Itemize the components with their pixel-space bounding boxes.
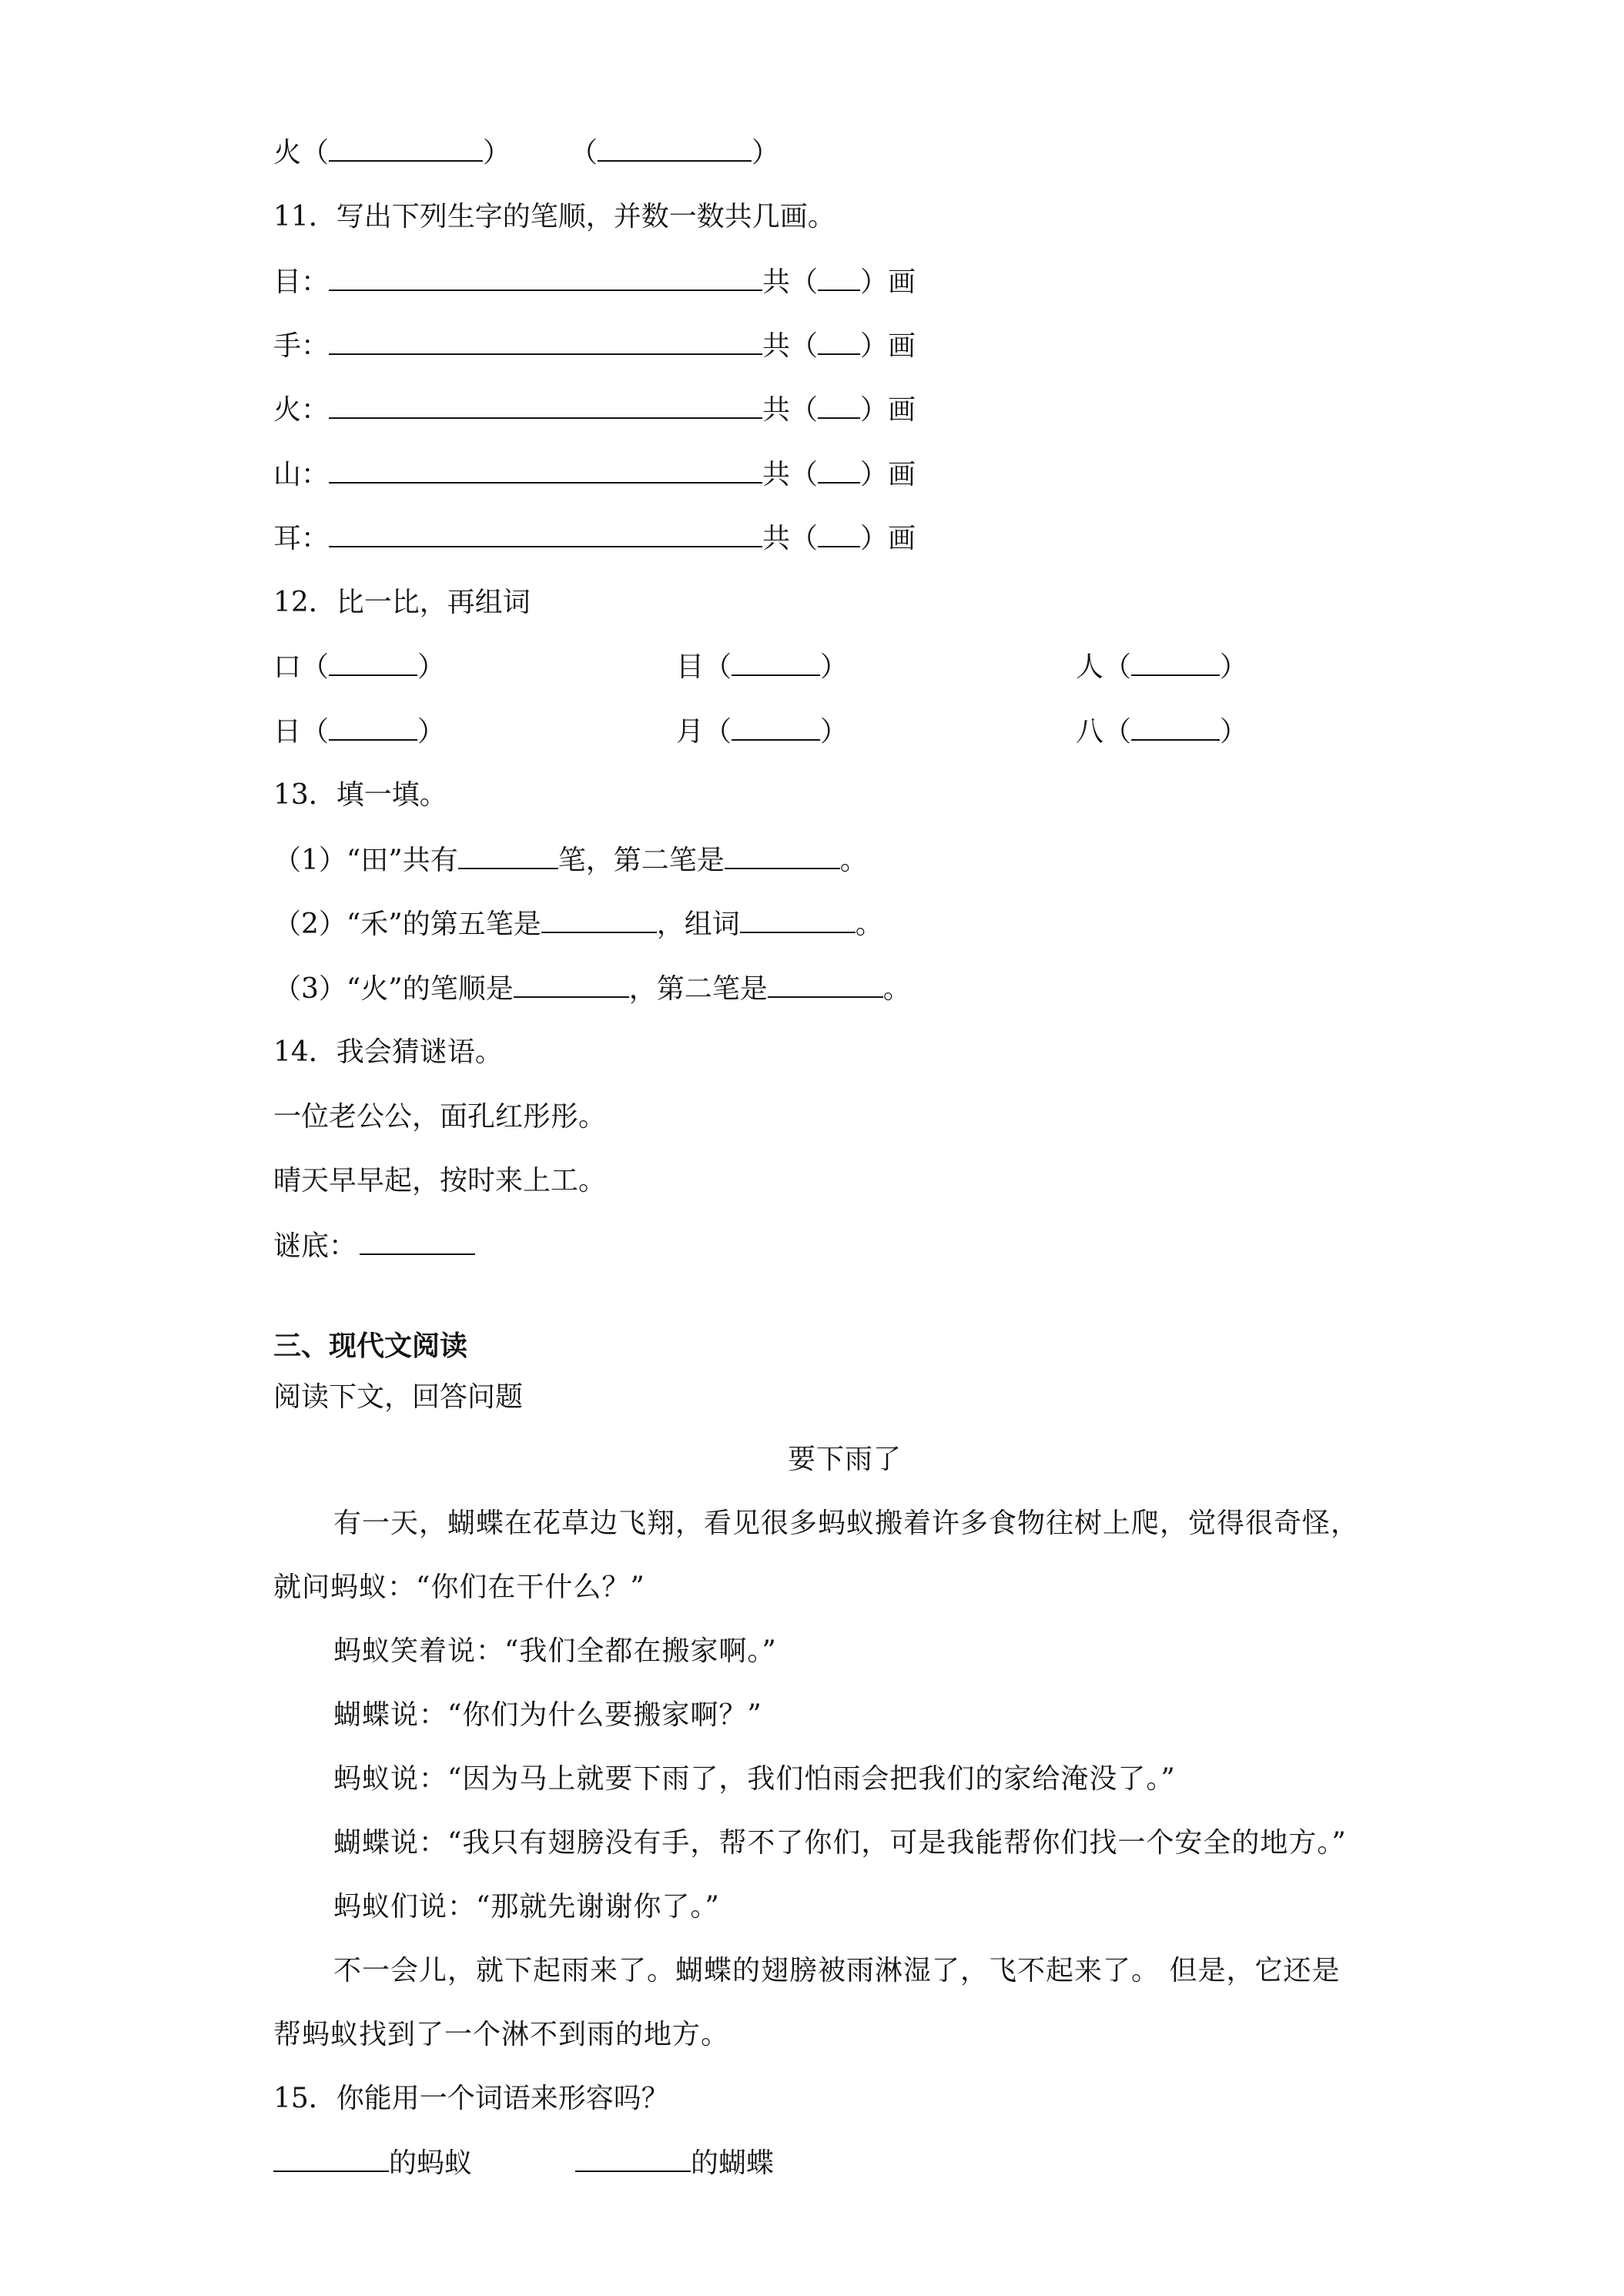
stroke-order-blank[interactable] (329, 327, 762, 355)
stroke-count-blank[interactable] (818, 391, 860, 419)
question-11-title: 11．写出下列生字的笔顺，并数一数共几画。 (273, 201, 835, 233)
word-blank[interactable] (329, 648, 417, 676)
fire-row: 火（ ） （ ） (273, 134, 511, 172)
stroke-order-row: 火： 共（ ）画 (273, 391, 916, 429)
story-title: 要下雨了 (788, 1444, 902, 1475)
stroke-count-blank[interactable] (818, 263, 860, 291)
story-paragraph: 有一天，蝴蝶在花草边飞翔，看见很多蚂蚁搬着许多食物往树上爬，觉得很奇怪， (333, 1508, 1360, 1539)
stroke-order-blank[interactable] (329, 391, 762, 419)
word-blank[interactable] (1131, 713, 1220, 741)
story-paragraph: 帮蚂蚁找到了一个淋不到雨的地方。 (273, 2019, 730, 2050)
question-14-title: 14．我会猜谜语。 (273, 1036, 503, 1068)
fill-in-item: （2）“禾”的第五笔是 ，组词 。 (273, 905, 883, 943)
answer-blank[interactable] (541, 905, 657, 933)
word-blank[interactable] (732, 713, 820, 741)
word-blank[interactable] (1131, 648, 1220, 676)
riddle-answer-blank[interactable] (360, 1227, 475, 1255)
stroke-order-row: 手： 共（ ）画 (273, 327, 916, 365)
story-paragraph: 蝴蝶说：“我只有翅膀没有手，帮不了你们，可是我能帮你们找一个安全的地方。” (333, 1827, 1347, 1859)
stroke-order-row: 耳： 共（ ）画 (273, 520, 916, 557)
question-15-title: 15．你能用一个词语来形容吗？ (273, 2083, 669, 2114)
stroke-count-blank[interactable] (818, 520, 860, 547)
answer-blank[interactable] (768, 970, 883, 998)
reading-instruction: 阅读下文，回答问题 (273, 1381, 524, 1413)
fill-in-item: （1）“田”共有 笔，第二笔是 。 (273, 842, 868, 879)
stroke-order-blank[interactable] (329, 520, 762, 547)
answer-blank[interactable] (273, 2144, 389, 2172)
answer-blank[interactable] (575, 2144, 691, 2172)
riddle-line: 一位老公公，面孔红彤彤。 (273, 1101, 607, 1133)
story-paragraph: 蚂蚁笑着说：“我们全都在搬家啊。” (333, 1635, 777, 1667)
riddle-line: 晴天早早起，按时来上工。 (273, 1165, 607, 1197)
answer-blank[interactable] (514, 970, 629, 998)
answer-blank[interactable] (598, 134, 752, 162)
answer-blank[interactable] (329, 134, 483, 162)
answer-blank[interactable] (740, 905, 856, 933)
fill-in-item: （3）“火”的笔顺是 ，第二笔是 。 (273, 970, 911, 1008)
stroke-order-row: 山： 共（ ）画 (273, 456, 916, 494)
question-12-title: 12．比一比，再组词 (273, 587, 531, 618)
compare-row: 口（ ） 目（ ） 人（ ） (273, 648, 1351, 686)
story-paragraph: 不一会儿，就下起雨来了。蝴蝶的翅膀被雨淋湿了，飞不起来了。 但是，它还是 (333, 1955, 1341, 1986)
story-paragraph: 就问蚂蚁：“你们在干什么？” (273, 1571, 645, 1603)
story-paragraph: 蚂蚁们说：“那就先谢谢你了。” (333, 1891, 720, 1923)
answer-blank[interactable] (458, 842, 558, 869)
stroke-count-blank[interactable] (818, 456, 860, 484)
stroke-order-blank[interactable] (329, 263, 762, 291)
answer-blank[interactable] (725, 842, 840, 869)
word-blank[interactable] (329, 713, 417, 741)
stroke-order-row: 目： 共（ ）画 (273, 263, 916, 301)
question-13-title: 13．填一填。 (273, 779, 447, 811)
story-paragraph: 蝴蝶说：“你们为什么要搬家啊？” (333, 1699, 762, 1731)
stroke-order-blank[interactable] (329, 456, 762, 484)
describe-row: 的蚂蚁 的蝴蝶 (273, 2144, 472, 2182)
stroke-count-blank[interactable] (818, 327, 860, 355)
story-paragraph: 蚂蚁说：“因为马上就要下雨了，我们怕雨会把我们的家给淹没了。” (333, 1763, 1176, 1795)
section-heading: 三、现代文阅读 (273, 1330, 468, 1362)
word-blank[interactable] (732, 648, 820, 676)
compare-row: 日（ ） 月（ ） 八（ ） (273, 713, 1351, 751)
char-fire: 火 (273, 137, 302, 169)
riddle-answer: 谜底： (273, 1227, 475, 1265)
